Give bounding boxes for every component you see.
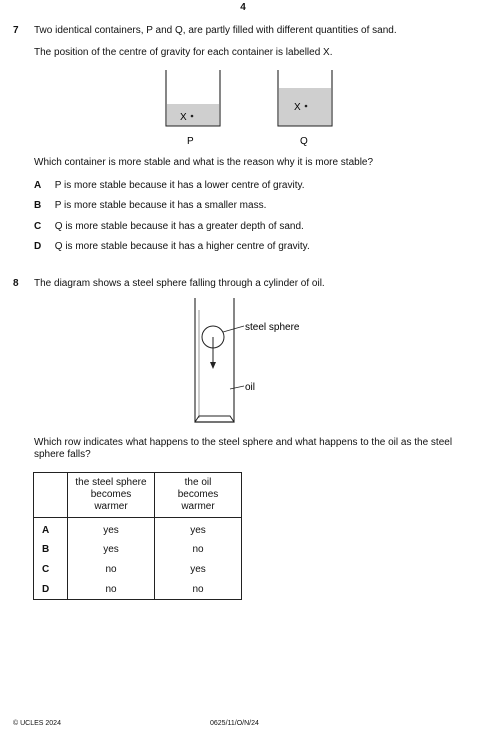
row-oil-value: yes — [155, 559, 242, 579]
option-a[interactable] — [34, 180, 305, 191]
centre-of-gravity-p-dot — [191, 115, 194, 118]
option-c[interactable] — [34, 221, 304, 232]
container-q — [278, 70, 332, 147]
option-d-letter: D — [34, 241, 42, 252]
cylinder-diagram — [180, 296, 320, 426]
container-p — [166, 70, 220, 147]
row-letter: A — [34, 518, 68, 540]
footer-paper-code: 0625/11/O/N/24 — [210, 720, 259, 727]
page-number: 4 — [240, 2, 246, 13]
row-sphere-value: no — [68, 559, 155, 579]
option-d-text: Q is more stable because it has a higher centre of gravity. — [54, 241, 310, 252]
label-oil: oil — [245, 382, 256, 393]
answer-table — [33, 472, 242, 600]
option-b-text: P is more stable because it has a smaller mass. — [54, 200, 267, 211]
table-row[interactable] — [34, 539, 242, 559]
question-8-prompt: Which row indicates what happens to the steel sphere and what happens to the oil as the steel — [34, 437, 453, 448]
table-row[interactable] — [34, 559, 242, 579]
label-x-q: X — [294, 102, 301, 113]
option-b-letter: B — [34, 200, 42, 211]
question-7-prompt: Which container is more stable and what is the reason why it is more stable? — [34, 157, 374, 168]
row-letter: C — [34, 559, 68, 579]
label-q: Q — [300, 136, 308, 147]
row-sphere-value: yes — [68, 539, 155, 559]
question-7-intro-2: The position of the centre of gravity for each container is labelled X. — [34, 47, 333, 58]
containers-diagram — [150, 68, 350, 150]
option-b[interactable] — [34, 200, 266, 211]
label-x-p: X — [180, 112, 187, 123]
table-corner — [34, 473, 68, 518]
label-steel-sphere: steel sphere — [245, 322, 300, 333]
row-oil-value: no — [155, 539, 242, 559]
option-a-letter: A — [34, 180, 42, 191]
sand-q — [279, 88, 331, 126]
question-8-prompt-2: sphere falls? — [34, 449, 91, 460]
option-c-letter: C — [34, 221, 42, 232]
row-sphere-value: no — [68, 579, 155, 600]
option-a-text: P is more stable because it has a lower centre of gravity. — [54, 180, 305, 191]
table-row[interactable] — [34, 579, 242, 600]
sand-p — [167, 104, 219, 126]
centre-of-gravity-q-dot — [305, 105, 308, 108]
header-oil: the oil becomes warmer — [155, 473, 242, 518]
label-p: P — [187, 136, 194, 147]
question-8-intro: The diagram shows a steel sphere falling through a cylinder of oil. — [34, 278, 325, 289]
row-letter: B — [34, 539, 68, 559]
question-7-intro: Two identical containers, P and Q, are partly filled with different quantities of sand. — [34, 25, 397, 36]
question-7-number: 7 — [13, 25, 19, 36]
option-c-text: Q is more stable because it has a greater depth of sand. — [54, 221, 304, 232]
option-d[interactable] — [34, 241, 310, 252]
row-letter: D — [34, 579, 68, 600]
footer-copyright: © UCLES 2024 — [13, 720, 61, 727]
question-8-number: 8 — [13, 278, 19, 289]
table-row[interactable] — [34, 518, 242, 540]
row-oil-value: yes — [155, 518, 242, 540]
row-oil-value: no — [155, 579, 242, 600]
header-steel-sphere: the steel sphere becomes warmer — [68, 473, 155, 518]
row-sphere-value: yes — [68, 518, 155, 540]
